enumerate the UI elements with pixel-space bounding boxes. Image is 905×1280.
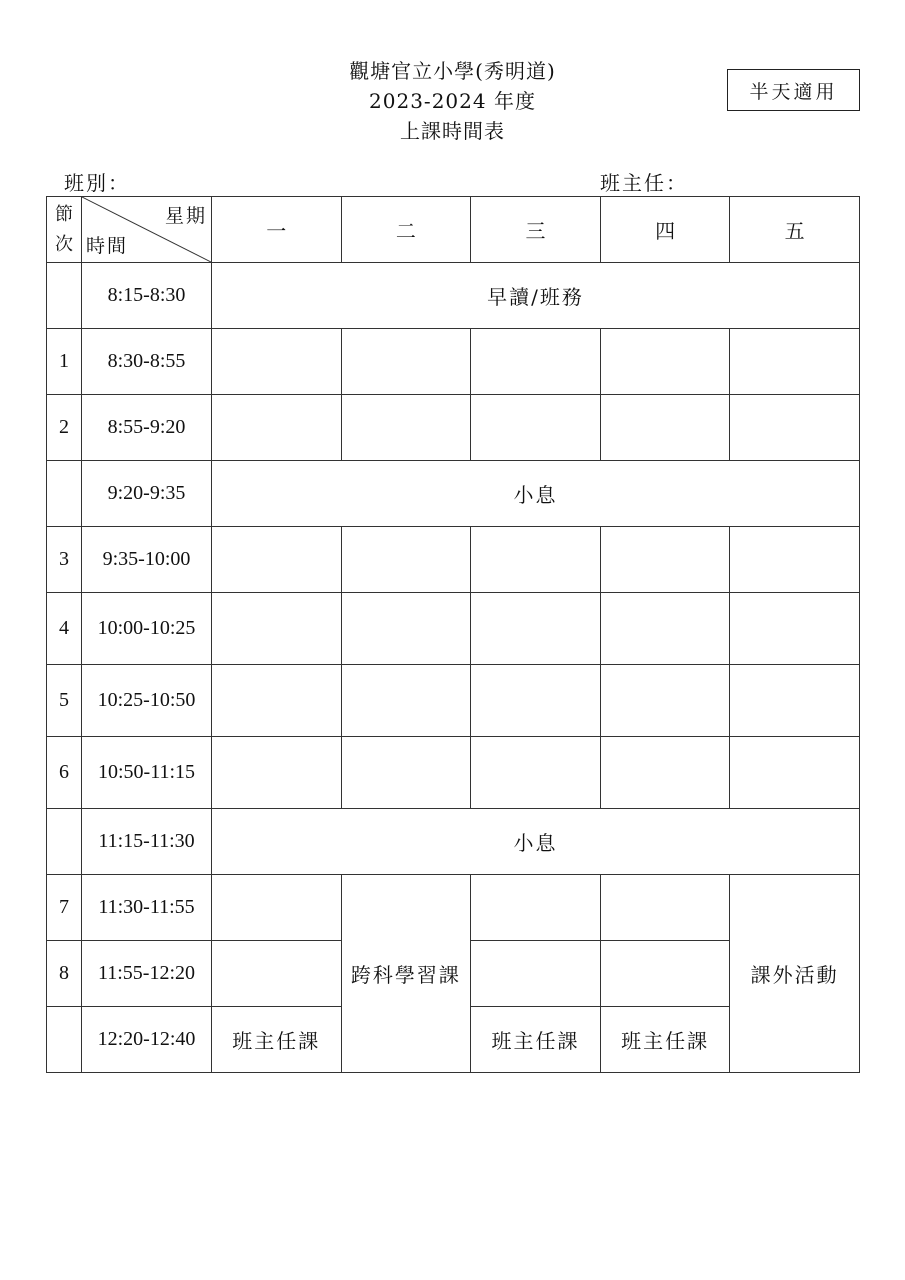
period-cell: 4	[47, 593, 82, 665]
period-cell	[47, 1007, 82, 1073]
time-cell: 11:30-11:55	[82, 875, 212, 941]
period-header-top: 節	[55, 203, 73, 225]
lesson-cell	[212, 329, 342, 395]
lesson-cell	[730, 329, 860, 395]
lesson-cell	[341, 395, 471, 461]
table-header-row	[47, 197, 860, 263]
lesson-cell	[471, 527, 601, 593]
lesson-cell	[471, 395, 601, 461]
table-row	[47, 593, 860, 665]
recess-cell: 小息	[212, 809, 860, 875]
period-cell: 7	[47, 875, 82, 941]
time-cell: 8:15-8:30	[82, 263, 212, 329]
lesson-cell	[212, 395, 342, 461]
period-header-bottom: 次	[55, 233, 73, 255]
day-header-wed: 三	[471, 197, 601, 263]
lesson-cell	[600, 329, 730, 395]
time-cell: 12:20-12:40	[82, 1007, 212, 1073]
lesson-cell	[212, 665, 342, 737]
table-row	[47, 461, 860, 527]
lesson-cell	[600, 395, 730, 461]
period-header-cell	[47, 197, 82, 263]
lesson-cell	[341, 527, 471, 593]
table-row	[47, 665, 860, 737]
lesson-cell	[212, 941, 342, 1007]
lesson-cell	[471, 737, 601, 809]
table-row	[47, 527, 860, 593]
time-cell: 9:35-10:00	[82, 527, 212, 593]
lesson-cell	[212, 875, 342, 941]
day-header-tue: 二	[341, 197, 471, 263]
table-row	[47, 809, 860, 875]
lesson-cell	[341, 593, 471, 665]
morning-reading-cell: 早讀/班務	[212, 263, 860, 329]
recess-cell: 小息	[212, 461, 860, 527]
lesson-cell	[471, 329, 601, 395]
lesson-cell	[730, 527, 860, 593]
lesson-cell	[730, 593, 860, 665]
school-name: 觀塘官立小學(秀明道)	[349, 59, 556, 83]
time-cell: 10:25-10:50	[82, 665, 212, 737]
time-cell: 11:15-11:30	[82, 809, 212, 875]
lesson-cell	[471, 875, 601, 941]
lesson-cell	[730, 665, 860, 737]
lesson-cell	[471, 665, 601, 737]
period-cell: 3	[47, 527, 82, 593]
table-row	[47, 263, 860, 329]
half-day-badge: 半天適用	[727, 69, 860, 111]
table-row	[47, 329, 860, 395]
timetable	[46, 196, 860, 1073]
lesson-cell	[341, 329, 471, 395]
class-teacher-label: 班主任：	[600, 171, 688, 195]
time-cell: 10:50-11:15	[82, 737, 212, 809]
period-cell	[47, 263, 82, 329]
lesson-cell	[600, 527, 730, 593]
lesson-cell	[600, 593, 730, 665]
lesson-cell	[471, 593, 601, 665]
lesson-cell	[471, 941, 601, 1007]
time-cell: 10:00-10:25	[82, 593, 212, 665]
weekday-label: 星期	[164, 205, 207, 227]
table-row	[47, 737, 860, 809]
table-row	[47, 395, 860, 461]
day-header-fri: 五	[730, 197, 860, 263]
lesson-cell	[730, 395, 860, 461]
lesson-cell	[600, 875, 730, 941]
lesson-cell	[730, 737, 860, 809]
period-cell: 5	[47, 665, 82, 737]
time-cell: 8:30-8:55	[82, 329, 212, 395]
time-cell: 9:20-9:35	[82, 461, 212, 527]
period-cell	[47, 461, 82, 527]
period-cell: 1	[47, 329, 82, 395]
cross-curricular-cell: 跨科學習課	[341, 875, 471, 1073]
lesson-cell	[212, 593, 342, 665]
period-cell: 6	[47, 737, 82, 809]
extracurricular-cell: 課外活動	[730, 875, 860, 1073]
period-cell	[47, 809, 82, 875]
table-row	[47, 875, 860, 941]
lesson-cell	[600, 737, 730, 809]
lesson-cell	[341, 665, 471, 737]
day-header-mon: 一	[212, 197, 342, 263]
lesson-cell	[600, 665, 730, 737]
day-header-thu: 四	[600, 197, 730, 263]
lesson-cell	[212, 527, 342, 593]
class-label: 班別：	[64, 171, 130, 195]
time-cell: 11:55-12:20	[82, 941, 212, 1007]
class-teacher-lesson-mon: 班主任課	[212, 1007, 342, 1073]
time-label: 時間	[86, 235, 129, 257]
lesson-cell	[600, 941, 730, 1007]
period-cell: 8	[47, 941, 82, 1007]
time-cell: 8:55-9:20	[82, 395, 212, 461]
lesson-cell	[212, 737, 342, 809]
document-title: 上課時間表	[400, 119, 505, 143]
weekday-time-header-cell	[82, 197, 212, 263]
period-cell: 2	[47, 395, 82, 461]
class-teacher-lesson-wed: 班主任課	[471, 1007, 601, 1073]
lesson-cell	[341, 737, 471, 809]
class-teacher-lesson-thu: 班主任課	[600, 1007, 730, 1073]
school-year: 2023-2024 年度	[369, 89, 536, 113]
